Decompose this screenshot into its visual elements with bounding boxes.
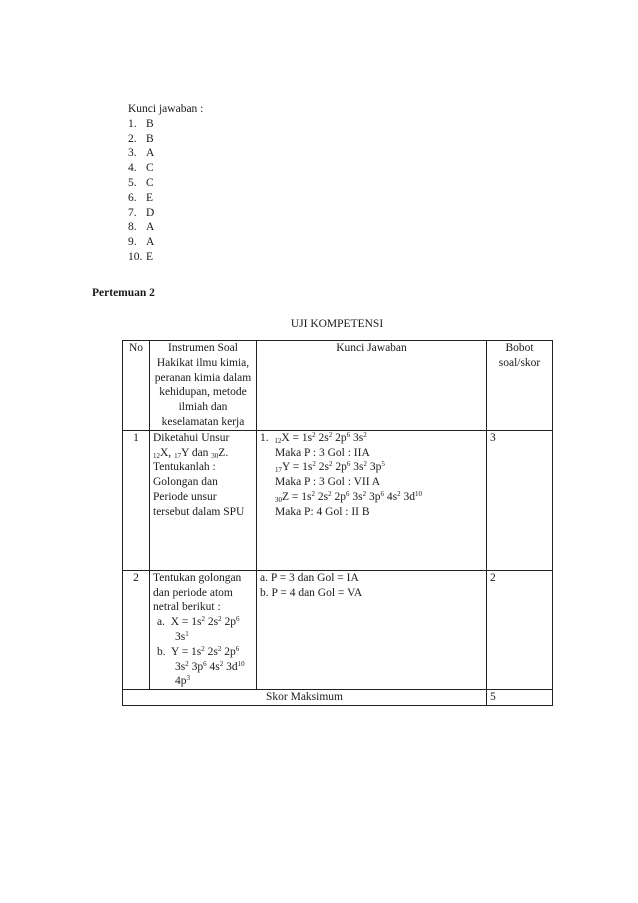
table-footer-row [123, 690, 553, 706]
answer-key-number: 5. [128, 176, 137, 189]
answer-key-item [128, 206, 203, 221]
answer-key-item [128, 176, 203, 191]
answer-key-number: 7. [128, 206, 137, 219]
row-1-question-line2: Tentukanlah : Golongan dan Periode unsur tersebut dalam SPU [153, 461, 245, 518]
answer-key-number: 4. [128, 162, 137, 175]
answer-key-item [128, 191, 203, 206]
answer-key-answer: C [146, 176, 154, 189]
row-1-answer [257, 430, 487, 570]
header-no: No [123, 341, 150, 431]
row-1-answer-result-x: Maka P : 3 Gol : IIA [275, 446, 370, 459]
row-2-answer-b: b. P = 4 dan Gol = VA [260, 586, 363, 599]
row-1-answer-config-y: $_{17}Y = 1s^2$ $2s^2$ $2p^6$ $3s^2$ $3p^5$ [275, 460, 385, 475]
row-2-option-b-cont: $3s^2$ $3p^6$ $4s^2$ $3d^{10}$ [175, 659, 245, 673]
answer-key-answer: A [146, 221, 155, 234]
row-2-option-b: b. $Y = 1s^2$ $2s^2$ $2p^6$ [157, 644, 240, 658]
answer-key-item [128, 146, 203, 161]
answer-key-item [128, 220, 203, 235]
header-instrumen: Instrumen Soal Hakikat ilmu kimia, peranan kimia dalam kehidupan, metode ilmiah dan keselamatan kerja [150, 341, 257, 431]
section-heading: Pertemuan 2 [92, 287, 155, 299]
answer-key-item [128, 235, 203, 250]
answer-key-item [128, 250, 203, 265]
answer-key [128, 102, 203, 265]
answer-key-number: 2. [128, 132, 137, 145]
answer-key-number: 10. [128, 250, 143, 263]
answer-key-title: Kunci jawaban : [128, 103, 204, 115]
table-row [123, 430, 553, 570]
row-1-answer-config-z: $_{30}Z = 1s^2$ $2s^2$ $2p^6$ $3s^2$ $3p^6$ $4s^2$ $3d^{10}$ [275, 489, 422, 504]
answer-key-answer: A [146, 236, 155, 249]
row-1-question [150, 430, 257, 570]
competency-table [122, 340, 553, 706]
answer-key-answer: C [146, 162, 154, 175]
row-2-question [150, 570, 257, 689]
max-score-value: 5 [487, 690, 553, 706]
row-1-answer-num: 1. [260, 431, 269, 444]
answer-key-number: 3. [128, 147, 137, 160]
row-1-answer-result-z: Maka P: 4 Gol : II B [275, 505, 370, 518]
row-1-question-elements: $_{12}$X, $_{17}$Y dan $_{30}$Z. [153, 446, 229, 460]
row-1-question-line1: Diketahui Unsur [153, 431, 230, 444]
header-bobot: Bobot soal/skor [487, 341, 553, 431]
row-1-no: 1 [123, 430, 150, 570]
table-row [123, 570, 553, 689]
table-title: UJI KOMPETENSI [290, 318, 384, 330]
max-score-label: Skor Maksimum [123, 690, 487, 706]
answer-key-answer: A [146, 147, 155, 160]
row-2-question-text: Tentukan golongan dan periode atom netral berikut : [153, 571, 242, 614]
answer-key-item [128, 161, 203, 176]
answer-key-number: 6. [128, 191, 137, 204]
row-1-weight: 3 [487, 430, 553, 570]
row-1-answer-config-x: 1. $_{12}X = 1s^2$ $2s^2$ $2p^6$ $3s^2$ [260, 430, 367, 445]
header-kunci: Kunci Jawaban [257, 341, 487, 431]
answer-key-answer: B [146, 132, 154, 145]
answer-key-answer: E [146, 250, 154, 263]
answer-key-answer: D [146, 206, 155, 219]
row-2-option-b-cont2: $4p^3$ [175, 674, 190, 688]
answer-key-item [128, 132, 203, 147]
answer-key-answer: E [146, 191, 154, 204]
row-2-answer-a: a. P = 3 dan Gol = IA [260, 571, 359, 584]
answer-key-number: 9. [128, 236, 137, 249]
answer-key-list [128, 117, 203, 265]
row-2-no: 2 [123, 570, 150, 689]
answer-key-item [128, 117, 203, 132]
row-1-answer-result-y: Maka P : 3 Gol : VII A [275, 476, 381, 489]
row-2-answer [257, 570, 487, 689]
answer-key-number: 1. [128, 117, 137, 130]
row-2-weight: 2 [487, 570, 553, 689]
row-2-option-a-cont: $3s^1$ [175, 629, 189, 643]
row-2-option-a: a. $X = 1s^2$ $2s^2$ $2p^6$ [157, 615, 240, 629]
answer-key-number: 8. [128, 221, 137, 234]
answer-key-answer: B [146, 117, 154, 130]
table-header-row [123, 341, 553, 431]
